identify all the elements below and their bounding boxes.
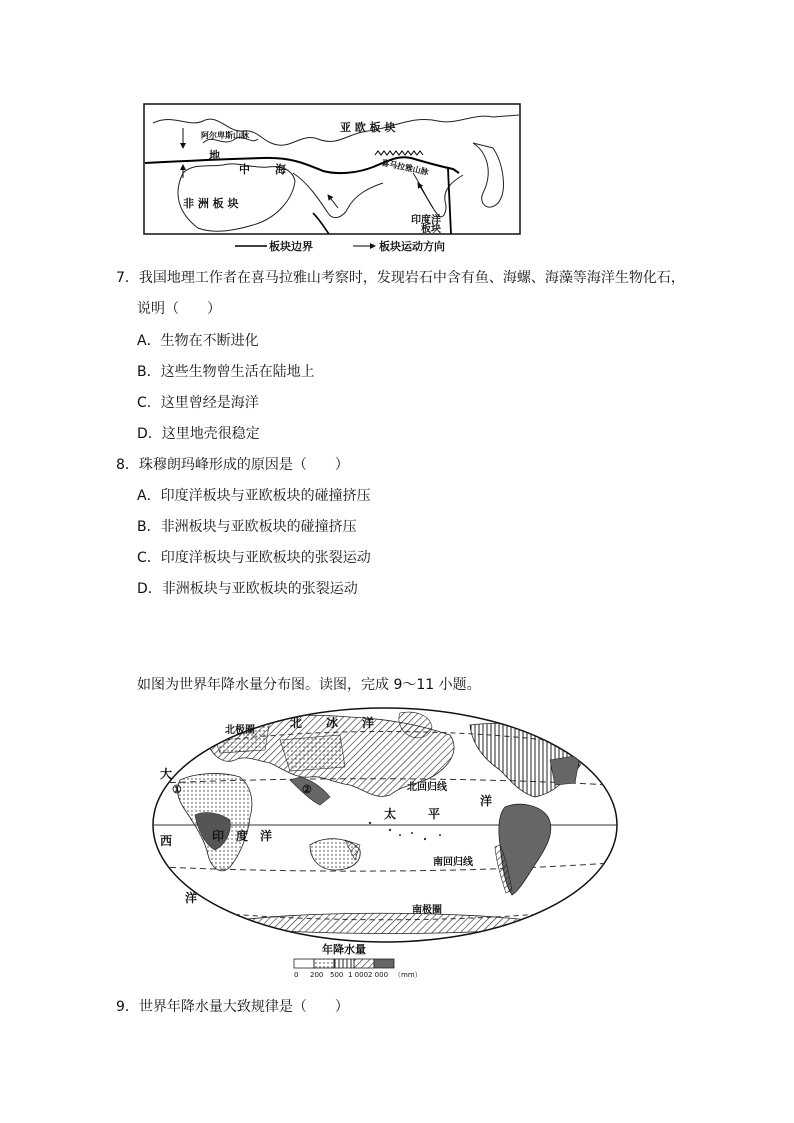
q9-stem: 9．世界年降水量大致规律是（ ） xyxy=(116,999,349,1015)
legend-motion: 板块运动方向 xyxy=(379,240,445,253)
marker-2: ② xyxy=(302,783,312,796)
legend-title: 年降水量 xyxy=(322,943,366,956)
legend-tick-1000: 1 000 xyxy=(348,971,369,979)
q8-option-c[interactable]: C．印度洋板块与亚欧板块的张裂运动 xyxy=(137,550,371,566)
plate-map-svg xyxy=(143,103,523,255)
rain-map-intro: 如图为世界年降水量分布图。读图，完成 9～11 小题。 xyxy=(137,677,481,693)
label-atlantic-xi: 西 xyxy=(160,834,173,848)
q7-stem-line1: 7．我国地理工作者在喜马拉雅山考察时，发现岩石中含有鱼、海螺、海藻等海洋生物化石， xyxy=(116,270,685,286)
label-indian-plate-1: 印度洋 xyxy=(411,215,441,226)
q7-option-c[interactable]: C．这里曾经是海洋 xyxy=(137,395,259,411)
q8-option-d[interactable]: D．非洲板块与亚欧板块的张裂运动 xyxy=(137,581,358,597)
label-indian-plate-2: 板块 xyxy=(421,224,441,235)
legend-tick-2000: 2 000 xyxy=(368,971,389,979)
legend-tick-200: 200 xyxy=(310,971,324,979)
label-arctic-circle: 北极圈 xyxy=(225,725,255,736)
label-pacific-ping: 平 xyxy=(428,807,441,821)
label-arctic-ocean: 北 冰 洋 xyxy=(290,716,375,730)
label-tropic-capricorn: 南回归线 xyxy=(433,857,473,868)
label-himalaya: 喜马拉雅山脉 xyxy=(380,157,430,177)
label-sea-1: 地 xyxy=(209,149,220,162)
q7-stem-line2: 说明（ ） xyxy=(137,301,221,317)
legend-boundary: 板块边界 xyxy=(269,240,313,253)
plate-map xyxy=(143,103,523,255)
label-sea-3: 海 xyxy=(275,163,286,176)
q8-stem: 8．珠穆朗玛峰形成的原因是（ ） xyxy=(116,457,349,473)
label-pacific-yang: 洋 xyxy=(480,794,493,808)
label-tropic-cancer: 北回归线 xyxy=(407,782,447,793)
marker-1: ① xyxy=(172,783,182,796)
q7-option-b[interactable]: B．这些生物曾生活在陆地上 xyxy=(137,364,315,380)
label-indian-ocean: 印 度 洋 xyxy=(212,829,273,843)
q7-option-d[interactable]: D．这里地壳很稳定 xyxy=(137,426,260,442)
rain-map-svg xyxy=(150,705,620,990)
label-atlantic-da: 大 xyxy=(160,767,173,781)
label-alps: 阿尔卑斯山脉 xyxy=(201,130,249,140)
q8-option-b[interactable]: B．非洲板块与亚欧板块的碰撞挤压 xyxy=(137,519,357,535)
rain-map xyxy=(150,705,620,990)
q7-option-a[interactable]: A．生物在不断进化 xyxy=(137,333,259,349)
label-eurasia-plate: 亚 欧 板 块 xyxy=(340,121,396,134)
legend-unit: （mm） xyxy=(394,971,422,979)
legend-tick-500: 500 xyxy=(330,971,344,979)
label-sea-2: 中 xyxy=(239,163,250,176)
precip-legend-bar xyxy=(294,959,394,968)
label-africa-plate: 非 洲 板 块 xyxy=(183,197,239,210)
label-pacific-tai: 太 xyxy=(384,807,397,821)
label-antarctic-circle: 南极圈 xyxy=(412,905,442,916)
legend-tick-0: 0 xyxy=(294,971,299,979)
q8-option-a[interactable]: A．印度洋板块与亚欧板块的碰撞挤压 xyxy=(137,488,371,504)
label-atlantic-yang: 洋 xyxy=(185,891,198,905)
